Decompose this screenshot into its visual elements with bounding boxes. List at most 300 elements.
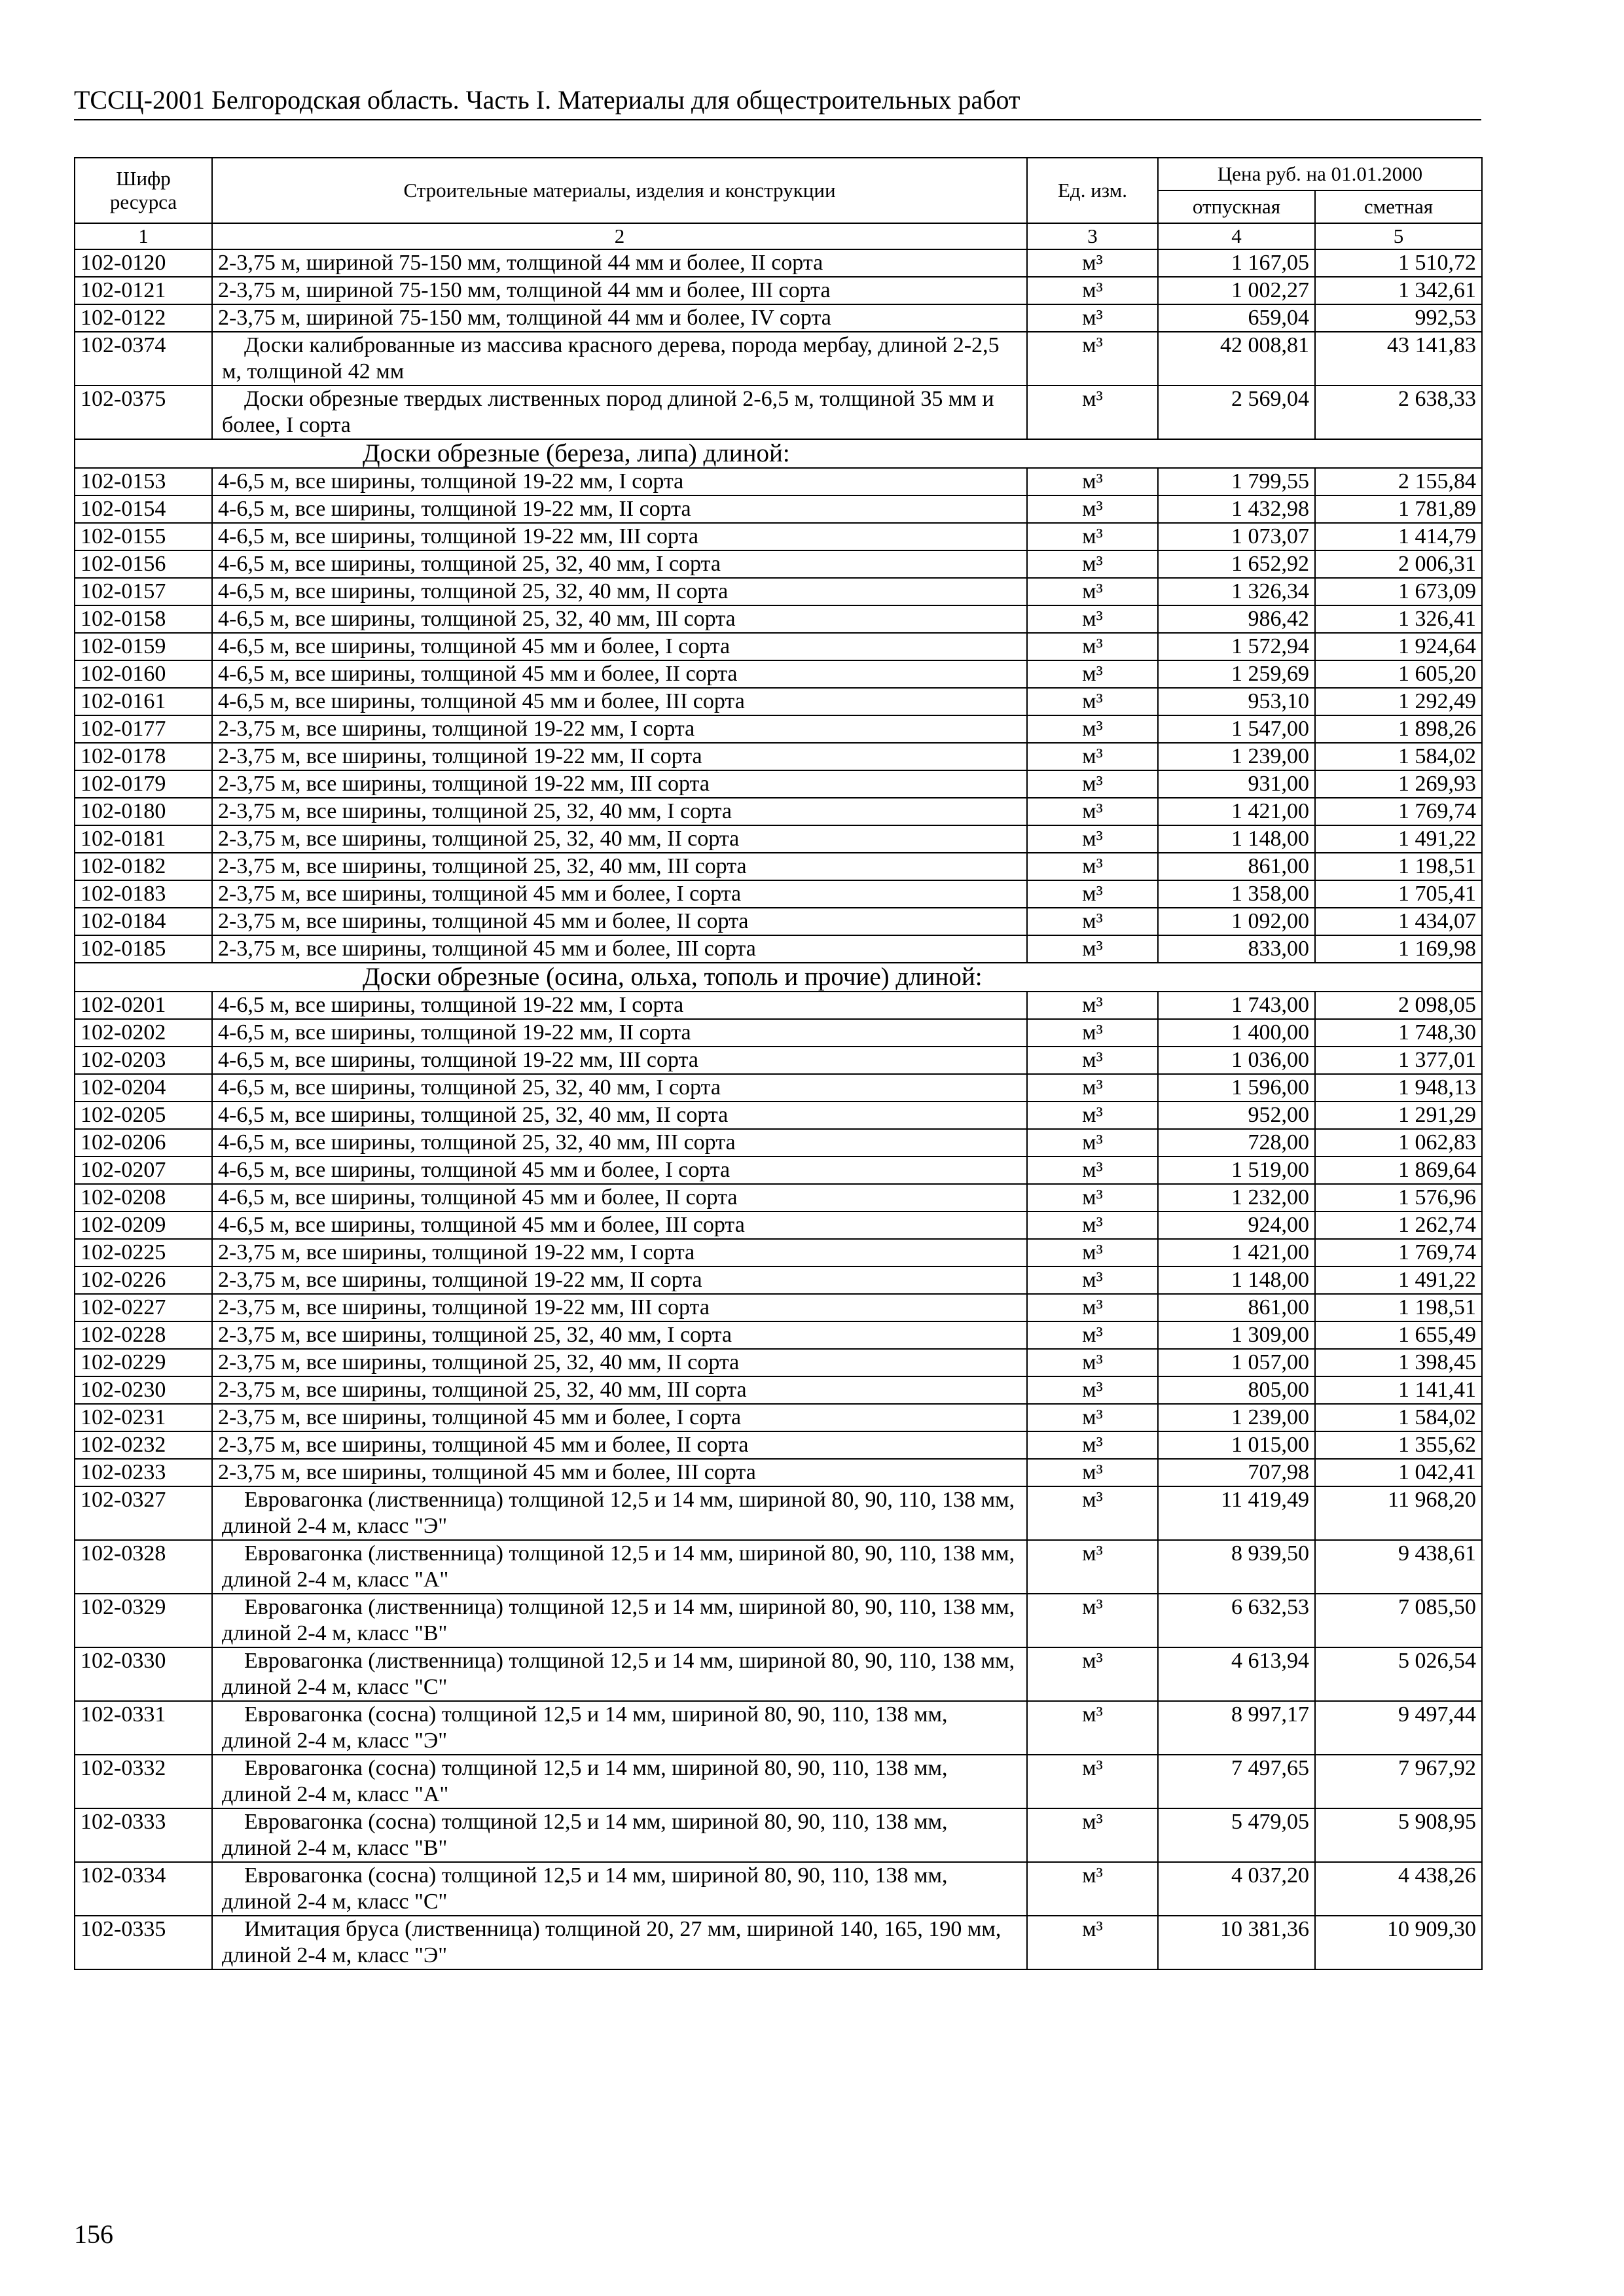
estimate-price: 1 748,30 — [1315, 1019, 1482, 1047]
material-name: Евровагонка (сосна) толщиной 12,5 и 14 мм, шириной 80, 90, 110, 138 мм, длиной 2-4 м, класс "Э" — [212, 1701, 1027, 1755]
resource-code: 102-0120 — [75, 249, 212, 277]
material-name: Доски калиброванные из массива красного дерева, порода мербау, длиной 2-2,5 м, толщиной 42 мм — [212, 332, 1027, 386]
section-heading: Доски обрезные (береза, липа) длиной: — [212, 439, 1482, 468]
resource-code: 102-0232 — [75, 1431, 212, 1459]
table-row — [75, 1755, 1482, 1808]
unit-of-measure: м³ — [1027, 1294, 1158, 1321]
table-row — [75, 1047, 1482, 1074]
estimate-price: 1 141,41 — [1315, 1376, 1482, 1404]
table-row — [75, 715, 1482, 743]
unit-of-measure: м³ — [1027, 1916, 1158, 1969]
resource-code: 102-0230 — [75, 1376, 212, 1404]
resource-code: 102-0158 — [75, 605, 212, 633]
material-name: 4-6,5 м, все ширины, толщиной 25, 32, 40 мм, II сорта — [212, 578, 1027, 605]
unit-of-measure: м³ — [1027, 1157, 1158, 1184]
unit-of-measure: м³ — [1027, 1129, 1158, 1157]
estimate-price: 1 262,74 — [1315, 1211, 1482, 1239]
material-name: 2-3,75 м, все ширины, толщиной 45 мм и более, III сорта — [212, 935, 1027, 963]
estimate-price: 1 576,96 — [1315, 1184, 1482, 1211]
resource-code: 102-0228 — [75, 1321, 212, 1349]
release-price: 1 421,00 — [1158, 798, 1315, 825]
material-name: 2-3,75 м, все ширины, толщиной 19-22 мм, III сорта — [212, 1294, 1027, 1321]
table-row — [75, 1540, 1482, 1594]
header-estimate-price: сметная — [1315, 190, 1482, 223]
unit-of-measure: м³ — [1027, 1647, 1158, 1701]
release-price: 707,98 — [1158, 1459, 1315, 1486]
release-price: 1 596,00 — [1158, 1074, 1315, 1102]
table-body — [75, 249, 1482, 1969]
section-heading: Доски обрезные (осина, ольха, тополь и прочие) длиной: — [212, 963, 1482, 992]
estimate-price: 2 006,31 — [1315, 550, 1482, 578]
unit-of-measure: м³ — [1027, 935, 1158, 963]
release-price: 1 167,05 — [1158, 249, 1315, 277]
unit-of-measure: м³ — [1027, 992, 1158, 1019]
table-row — [75, 1019, 1482, 1047]
release-price: 1 799,55 — [1158, 468, 1315, 495]
resource-code: 102-0229 — [75, 1349, 212, 1376]
material-name: 2-3,75 м, шириной 75-150 мм, толщиной 44 мм и более, II сорта — [212, 249, 1027, 277]
release-price: 986,42 — [1158, 605, 1315, 633]
table-row — [75, 1701, 1482, 1755]
table-row — [75, 1129, 1482, 1157]
release-price: 4 613,94 — [1158, 1647, 1315, 1701]
release-price: 1 057,00 — [1158, 1349, 1315, 1376]
page-header: ТССЦ-2001 Белгородская область. Часть I. Материалы для общестроительных работ — [74, 85, 1020, 115]
unit-of-measure: м³ — [1027, 1321, 1158, 1349]
estimate-price: 1 584,02 — [1315, 1404, 1482, 1431]
column-numbers-row — [75, 223, 1482, 249]
estimate-price: 1 414,79 — [1315, 523, 1482, 550]
material-name: Евровагонка (лиственница) толщиной 12,5 и 14 мм, шириной 80, 90, 110, 138 мм, длиной 2-4 м, класс "А" — [212, 1540, 1027, 1594]
release-price: 1 259,69 — [1158, 660, 1315, 688]
estimate-price: 1 169,98 — [1315, 935, 1482, 963]
release-price: 11 419,49 — [1158, 1486, 1315, 1540]
table-row — [75, 688, 1482, 715]
estimate-price: 1 198,51 — [1315, 1294, 1482, 1321]
table-row — [75, 770, 1482, 798]
table-row — [75, 1459, 1482, 1486]
section-heading-row — [75, 963, 1482, 992]
unit-of-measure: м³ — [1027, 1266, 1158, 1294]
unit-of-measure: м³ — [1027, 660, 1158, 688]
material-name: 2-3,75 м, все ширины, толщиной 45 мм и более, III сорта — [212, 1459, 1027, 1486]
release-price: 1 652,92 — [1158, 550, 1315, 578]
resource-code: 102-0122 — [75, 304, 212, 332]
unit-of-measure: м³ — [1027, 1404, 1158, 1431]
estimate-price: 1 605,20 — [1315, 660, 1482, 688]
resource-code: 102-0375 — [75, 386, 212, 439]
material-name: 2-3,75 м, все ширины, толщиной 45 мм и более, I сорта — [212, 1404, 1027, 1431]
unit-of-measure: м³ — [1027, 825, 1158, 853]
estimate-price: 1 705,41 — [1315, 880, 1482, 908]
unit-of-measure: м³ — [1027, 550, 1158, 578]
estimate-price: 4 438,26 — [1315, 1862, 1482, 1916]
resource-code: 102-0155 — [75, 523, 212, 550]
estimate-price: 11 968,20 — [1315, 1486, 1482, 1540]
release-price: 861,00 — [1158, 1294, 1315, 1321]
release-price: 1 073,07 — [1158, 523, 1315, 550]
material-name: 4-6,5 м, все ширины, толщиной 25, 32, 40 мм, I сорта — [212, 1074, 1027, 1102]
table-row — [75, 1102, 1482, 1129]
estimate-price: 5 026,54 — [1315, 1647, 1482, 1701]
estimate-price: 1 584,02 — [1315, 743, 1482, 770]
unit-of-measure: м³ — [1027, 1102, 1158, 1129]
material-name: 4-6,5 м, все ширины, толщиной 25, 32, 40 мм, I сорта — [212, 550, 1027, 578]
unit-of-measure: м³ — [1027, 853, 1158, 880]
estimate-price: 1 042,41 — [1315, 1459, 1482, 1486]
resource-code: 102-0208 — [75, 1184, 212, 1211]
resource-code: 102-0161 — [75, 688, 212, 715]
resource-code: 102-0330 — [75, 1647, 212, 1701]
table-row — [75, 332, 1482, 386]
table-row — [75, 1594, 1482, 1647]
resource-code: 102-0335 — [75, 1916, 212, 1969]
unit-of-measure: м³ — [1027, 1459, 1158, 1486]
estimate-price: 7 085,50 — [1315, 1594, 1482, 1647]
resource-code: 102-0207 — [75, 1157, 212, 1184]
resource-code: 102-0374 — [75, 332, 212, 386]
estimate-price: 9 497,44 — [1315, 1701, 1482, 1755]
resource-code: 102-0184 — [75, 908, 212, 935]
release-price: 1 421,00 — [1158, 1239, 1315, 1266]
table-row — [75, 1321, 1482, 1349]
estimate-price: 1 062,83 — [1315, 1129, 1482, 1157]
material-name: 2-3,75 м, все ширины, толщиной 25, 32, 40 мм, I сорта — [212, 1321, 1027, 1349]
unit-of-measure: м³ — [1027, 1594, 1158, 1647]
material-name: 2-3,75 м, все ширины, толщиной 19-22 мм, I сорта — [212, 1239, 1027, 1266]
resource-code: 102-0185 — [75, 935, 212, 963]
resource-code: 102-0225 — [75, 1239, 212, 1266]
release-price: 659,04 — [1158, 304, 1315, 332]
release-price: 1 519,00 — [1158, 1157, 1315, 1184]
table-row — [75, 578, 1482, 605]
material-name: 2-3,75 м, все ширины, толщиной 45 мм и более, I сорта — [212, 880, 1027, 908]
material-name: 4-6,5 м, все ширины, толщиной 19-22 мм, III сорта — [212, 523, 1027, 550]
resource-code: 102-0233 — [75, 1459, 212, 1486]
table-row — [75, 1074, 1482, 1102]
unit-of-measure: м³ — [1027, 495, 1158, 523]
unit-of-measure: м³ — [1027, 332, 1158, 386]
estimate-price: 1 673,09 — [1315, 578, 1482, 605]
header-price: Цена руб. на 01.01.2000 — [1158, 158, 1482, 190]
material-name: 4-6,5 м, все ширины, толщиной 19-22 мм, II сорта — [212, 495, 1027, 523]
unit-of-measure: м³ — [1027, 1019, 1158, 1047]
resource-code: 102-0231 — [75, 1404, 212, 1431]
unit-of-measure: м³ — [1027, 304, 1158, 332]
release-price: 1 232,00 — [1158, 1184, 1315, 1211]
release-price: 1 148,00 — [1158, 825, 1315, 853]
release-price: 1 400,00 — [1158, 1019, 1315, 1047]
section-heading-row — [75, 439, 1482, 468]
material-name: 2-3,75 м, шириной 75-150 мм, толщиной 44 мм и более, III сорта — [212, 277, 1027, 304]
release-price: 931,00 — [1158, 770, 1315, 798]
unit-of-measure: м³ — [1027, 1239, 1158, 1266]
unit-of-measure: м³ — [1027, 605, 1158, 633]
unit-of-measure: м³ — [1027, 1701, 1158, 1755]
material-name: 4-6,5 м, все ширины, толщиной 45 мм и более, III сорта — [212, 1211, 1027, 1239]
table-row — [75, 1184, 1482, 1211]
unit-of-measure: м³ — [1027, 468, 1158, 495]
release-price: 805,00 — [1158, 1376, 1315, 1404]
table-row — [75, 1647, 1482, 1701]
material-name: 4-6,5 м, все ширины, толщиной 45 мм и более, I сорта — [212, 633, 1027, 660]
table-row — [75, 1294, 1482, 1321]
release-price: 1 432,98 — [1158, 495, 1315, 523]
estimate-price: 5 908,95 — [1315, 1808, 1482, 1862]
release-price: 2 569,04 — [1158, 386, 1315, 439]
table-row — [75, 386, 1482, 439]
unit-of-measure: м³ — [1027, 523, 1158, 550]
material-name: 2-3,75 м, все ширины, толщиной 25, 32, 40 мм, II сорта — [212, 825, 1027, 853]
unit-of-measure: м³ — [1027, 1184, 1158, 1211]
unit-of-measure: м³ — [1027, 1047, 1158, 1074]
estimate-price: 1 655,49 — [1315, 1321, 1482, 1349]
estimate-price: 1 198,51 — [1315, 853, 1482, 880]
material-name: Евровагонка (сосна) толщиной 12,5 и 14 мм, шириной 80, 90, 110, 138 мм, длиной 2-4 м, класс "В" — [212, 1808, 1027, 1862]
material-name: 4-6,5 м, все ширины, толщиной 25, 32, 40 мм, II сорта — [212, 1102, 1027, 1129]
release-price: 7 497,65 — [1158, 1755, 1315, 1808]
material-name: 2-3,75 м, все ширины, толщиной 25, 32, 40 мм, III сорта — [212, 853, 1027, 880]
material-name: Евровагонка (лиственница) толщиной 12,5 и 14 мм, шириной 80, 90, 110, 138 мм, длиной 2-4 м, класс "Э" — [212, 1486, 1027, 1540]
estimate-price: 1 491,22 — [1315, 825, 1482, 853]
resource-code: 102-0227 — [75, 1294, 212, 1321]
column-number: 1 — [75, 223, 212, 249]
material-name: Евровагонка (лиственница) толщиной 12,5 и 14 мм, шириной 80, 90, 110, 138 мм, длиной 2-4 м, класс "В" — [212, 1594, 1027, 1647]
estimate-price: 9 438,61 — [1315, 1540, 1482, 1594]
release-price: 1 092,00 — [1158, 908, 1315, 935]
table-row — [75, 605, 1482, 633]
estimate-price: 1 342,61 — [1315, 277, 1482, 304]
resource-code: 102-0327 — [75, 1486, 212, 1540]
release-price: 924,00 — [1158, 1211, 1315, 1239]
estimate-price: 1 491,22 — [1315, 1266, 1482, 1294]
material-name: 4-6,5 м, все ширины, толщиной 19-22 мм, II сорта — [212, 1019, 1027, 1047]
release-price: 42 008,81 — [1158, 332, 1315, 386]
estimate-price: 1 898,26 — [1315, 715, 1482, 743]
estimate-price: 992,53 — [1315, 304, 1482, 332]
resource-code: 102-0328 — [75, 1540, 212, 1594]
table-row — [75, 1157, 1482, 1184]
table-row — [75, 992, 1482, 1019]
release-price: 1 358,00 — [1158, 880, 1315, 908]
estimate-price: 1 291,29 — [1315, 1102, 1482, 1129]
estimate-price: 1 269,93 — [1315, 770, 1482, 798]
material-name: Евровагонка (лиственница) толщиной 12,5 и 14 мм, шириной 80, 90, 110, 138 мм, длиной 2-4 м, класс "С" — [212, 1647, 1027, 1701]
resource-code: 102-0331 — [75, 1701, 212, 1755]
resource-code: 102-0177 — [75, 715, 212, 743]
unit-of-measure: м³ — [1027, 688, 1158, 715]
material-name: 2-3,75 м, все ширины, толщиной 45 мм и более, II сорта — [212, 1431, 1027, 1459]
resource-code: 102-0182 — [75, 853, 212, 880]
material-name: 4-6,5 м, все ширины, толщиной 45 мм и более, III сорта — [212, 688, 1027, 715]
unit-of-measure: м³ — [1027, 633, 1158, 660]
estimate-price: 2 155,84 — [1315, 468, 1482, 495]
table-row — [75, 523, 1482, 550]
table-row — [75, 1376, 1482, 1404]
estimate-price: 1 326,41 — [1315, 605, 1482, 633]
table-row — [75, 1431, 1482, 1459]
unit-of-measure: м³ — [1027, 578, 1158, 605]
release-price: 1 743,00 — [1158, 992, 1315, 1019]
resource-code: 102-0332 — [75, 1755, 212, 1808]
table-row — [75, 880, 1482, 908]
unit-of-measure: м³ — [1027, 715, 1158, 743]
resource-code: 102-0209 — [75, 1211, 212, 1239]
estimate-price: 1 869,64 — [1315, 1157, 1482, 1184]
estimate-price: 1 398,45 — [1315, 1349, 1482, 1376]
table-row — [75, 798, 1482, 825]
release-price: 952,00 — [1158, 1102, 1315, 1129]
unit-of-measure: м³ — [1027, 770, 1158, 798]
release-price: 1 547,00 — [1158, 715, 1315, 743]
header-release-price: отпускная — [1158, 190, 1315, 223]
estimate-price: 1 769,74 — [1315, 1239, 1482, 1266]
material-name: 2-3,75 м, все ширины, толщиной 19-22 мм, II сорта — [212, 1266, 1027, 1294]
unit-of-measure: м³ — [1027, 1349, 1158, 1376]
material-name: 4-6,5 м, все ширины, толщиной 19-22 мм, III сорта — [212, 1047, 1027, 1074]
release-price: 1 002,27 — [1158, 277, 1315, 304]
material-name: Доски обрезные твердых лиственных пород длиной 2-6,5 м, толщиной 35 мм и более, I сорта — [212, 386, 1027, 439]
estimate-price: 43 141,83 — [1315, 332, 1482, 386]
resource-code: 102-0334 — [75, 1862, 212, 1916]
table-row — [75, 1808, 1482, 1862]
table-row — [75, 1404, 1482, 1431]
resource-code: 102-0203 — [75, 1047, 212, 1074]
table-row — [75, 277, 1482, 304]
table-row — [75, 1862, 1482, 1916]
material-name: 2-3,75 м, все ширины, толщиной 45 мм и более, II сорта — [212, 908, 1027, 935]
table-row — [75, 743, 1482, 770]
column-number: 3 — [1027, 223, 1158, 249]
resource-code: 102-0156 — [75, 550, 212, 578]
material-name: 4-6,5 м, все ширины, толщиной 45 мм и более, II сорта — [212, 660, 1027, 688]
estimate-price: 7 967,92 — [1315, 1755, 1482, 1808]
table-row — [75, 660, 1482, 688]
unit-of-measure: м³ — [1027, 1862, 1158, 1916]
material-name: 2-3,75 м, все ширины, толщиной 25, 32, 40 мм, III сорта — [212, 1376, 1027, 1404]
resource-code: 102-0179 — [75, 770, 212, 798]
resource-code: 102-0160 — [75, 660, 212, 688]
release-price: 728,00 — [1158, 1129, 1315, 1157]
resource-code: 102-0329 — [75, 1594, 212, 1647]
table-row — [75, 304, 1482, 332]
resource-code: 102-0178 — [75, 743, 212, 770]
resource-code: 102-0205 — [75, 1102, 212, 1129]
material-name: Имитация бруса (лиственница) толщиной 20, 27 мм, шириной 140, 165, 190 мм, длиной 2-4 м, класс "Э" — [212, 1916, 1027, 1969]
release-price: 953,10 — [1158, 688, 1315, 715]
material-name: 4-6,5 м, все ширины, толщиной 19-22 мм, I сорта — [212, 468, 1027, 495]
table-row — [75, 853, 1482, 880]
resource-code: 102-0159 — [75, 633, 212, 660]
resource-code: 102-0153 — [75, 468, 212, 495]
table-row — [75, 825, 1482, 853]
release-price: 6 632,53 — [1158, 1594, 1315, 1647]
material-name: 4-6,5 м, все ширины, толщиной 25, 32, 40 мм, III сорта — [212, 605, 1027, 633]
material-name: Евровагонка (сосна) толщиной 12,5 и 14 мм, шириной 80, 90, 110, 138 мм, длиной 2-4 м, класс "А" — [212, 1755, 1027, 1808]
estimate-price: 1 434,07 — [1315, 908, 1482, 935]
release-price: 1 326,34 — [1158, 578, 1315, 605]
unit-of-measure: м³ — [1027, 1074, 1158, 1102]
unit-of-measure: м³ — [1027, 1211, 1158, 1239]
table-row — [75, 1211, 1482, 1239]
release-price: 1 309,00 — [1158, 1321, 1315, 1349]
estimate-price: 1 924,64 — [1315, 633, 1482, 660]
material-name: Евровагонка (сосна) толщиной 12,5 и 14 мм, шириной 80, 90, 110, 138 мм, длиной 2-4 м, класс "С" — [212, 1862, 1027, 1916]
resource-code: 102-0202 — [75, 1019, 212, 1047]
table-row — [75, 1349, 1482, 1376]
header-rule — [74, 119, 1481, 120]
material-name: 2-3,75 м, все ширины, толщиной 25, 32, 40 мм, I сорта — [212, 798, 1027, 825]
table-row — [75, 908, 1482, 935]
release-price: 8 939,50 — [1158, 1540, 1315, 1594]
unit-of-measure: м³ — [1027, 743, 1158, 770]
table-row — [75, 495, 1482, 523]
resource-price-table — [74, 157, 1483, 1970]
estimate-price: 1 781,89 — [1315, 495, 1482, 523]
unit-of-measure: м³ — [1027, 1808, 1158, 1862]
resource-code: 102-0333 — [75, 1808, 212, 1862]
section-spacer — [75, 439, 212, 468]
estimate-price: 1 377,01 — [1315, 1047, 1482, 1074]
release-price: 1 036,00 — [1158, 1047, 1315, 1074]
unit-of-measure: м³ — [1027, 880, 1158, 908]
material-name: 2-3,75 м, все ширины, толщиной 19-22 мм, I сорта — [212, 715, 1027, 743]
release-price: 1 239,00 — [1158, 1404, 1315, 1431]
unit-of-measure: м³ — [1027, 1431, 1158, 1459]
material-name: 2-3,75 м, все ширины, толщиной 19-22 мм, II сорта — [212, 743, 1027, 770]
table-row — [75, 1916, 1482, 1969]
estimate-price: 2 098,05 — [1315, 992, 1482, 1019]
estimate-price: 1 292,49 — [1315, 688, 1482, 715]
estimate-price: 1 948,13 — [1315, 1074, 1482, 1102]
resource-code: 102-0206 — [75, 1129, 212, 1157]
table-row — [75, 1239, 1482, 1266]
table-row — [75, 550, 1482, 578]
unit-of-measure: м³ — [1027, 908, 1158, 935]
release-price: 833,00 — [1158, 935, 1315, 963]
release-price: 8 997,17 — [1158, 1701, 1315, 1755]
table-row — [75, 1266, 1482, 1294]
column-number: 2 — [212, 223, 1027, 249]
table-row — [75, 935, 1482, 963]
resource-code: 102-0183 — [75, 880, 212, 908]
material-name: 4-6,5 м, все ширины, толщиной 45 мм и более, I сорта — [212, 1157, 1027, 1184]
release-price: 1 015,00 — [1158, 1431, 1315, 1459]
unit-of-measure: м³ — [1027, 1540, 1158, 1594]
estimate-price: 1 355,62 — [1315, 1431, 1482, 1459]
material-name: 4-6,5 м, все ширины, толщиной 25, 32, 40 мм, III сорта — [212, 1129, 1027, 1157]
header-name: Строительные материалы, изделия и конструкции — [212, 158, 1027, 223]
page-number: 156 — [74, 2219, 113, 2249]
resource-code: 102-0121 — [75, 277, 212, 304]
release-price: 1 239,00 — [1158, 743, 1315, 770]
material-name: 4-6,5 м, все ширины, толщиной 19-22 мм, I сорта — [212, 992, 1027, 1019]
table-row — [75, 249, 1482, 277]
release-price: 4 037,20 — [1158, 1862, 1315, 1916]
header-unit: Ед. изм. — [1027, 158, 1158, 223]
estimate-price: 2 638,33 — [1315, 386, 1482, 439]
table-row — [75, 1486, 1482, 1540]
table-row — [75, 633, 1482, 660]
resource-code: 102-0157 — [75, 578, 212, 605]
estimate-price: 1 510,72 — [1315, 249, 1482, 277]
release-price: 1 148,00 — [1158, 1266, 1315, 1294]
unit-of-measure: м³ — [1027, 249, 1158, 277]
unit-of-measure: м³ — [1027, 1376, 1158, 1404]
estimate-price: 1 769,74 — [1315, 798, 1482, 825]
unit-of-measure: м³ — [1027, 386, 1158, 439]
material-name: 2-3,75 м, все ширины, толщиной 25, 32, 40 мм, II сорта — [212, 1349, 1027, 1376]
